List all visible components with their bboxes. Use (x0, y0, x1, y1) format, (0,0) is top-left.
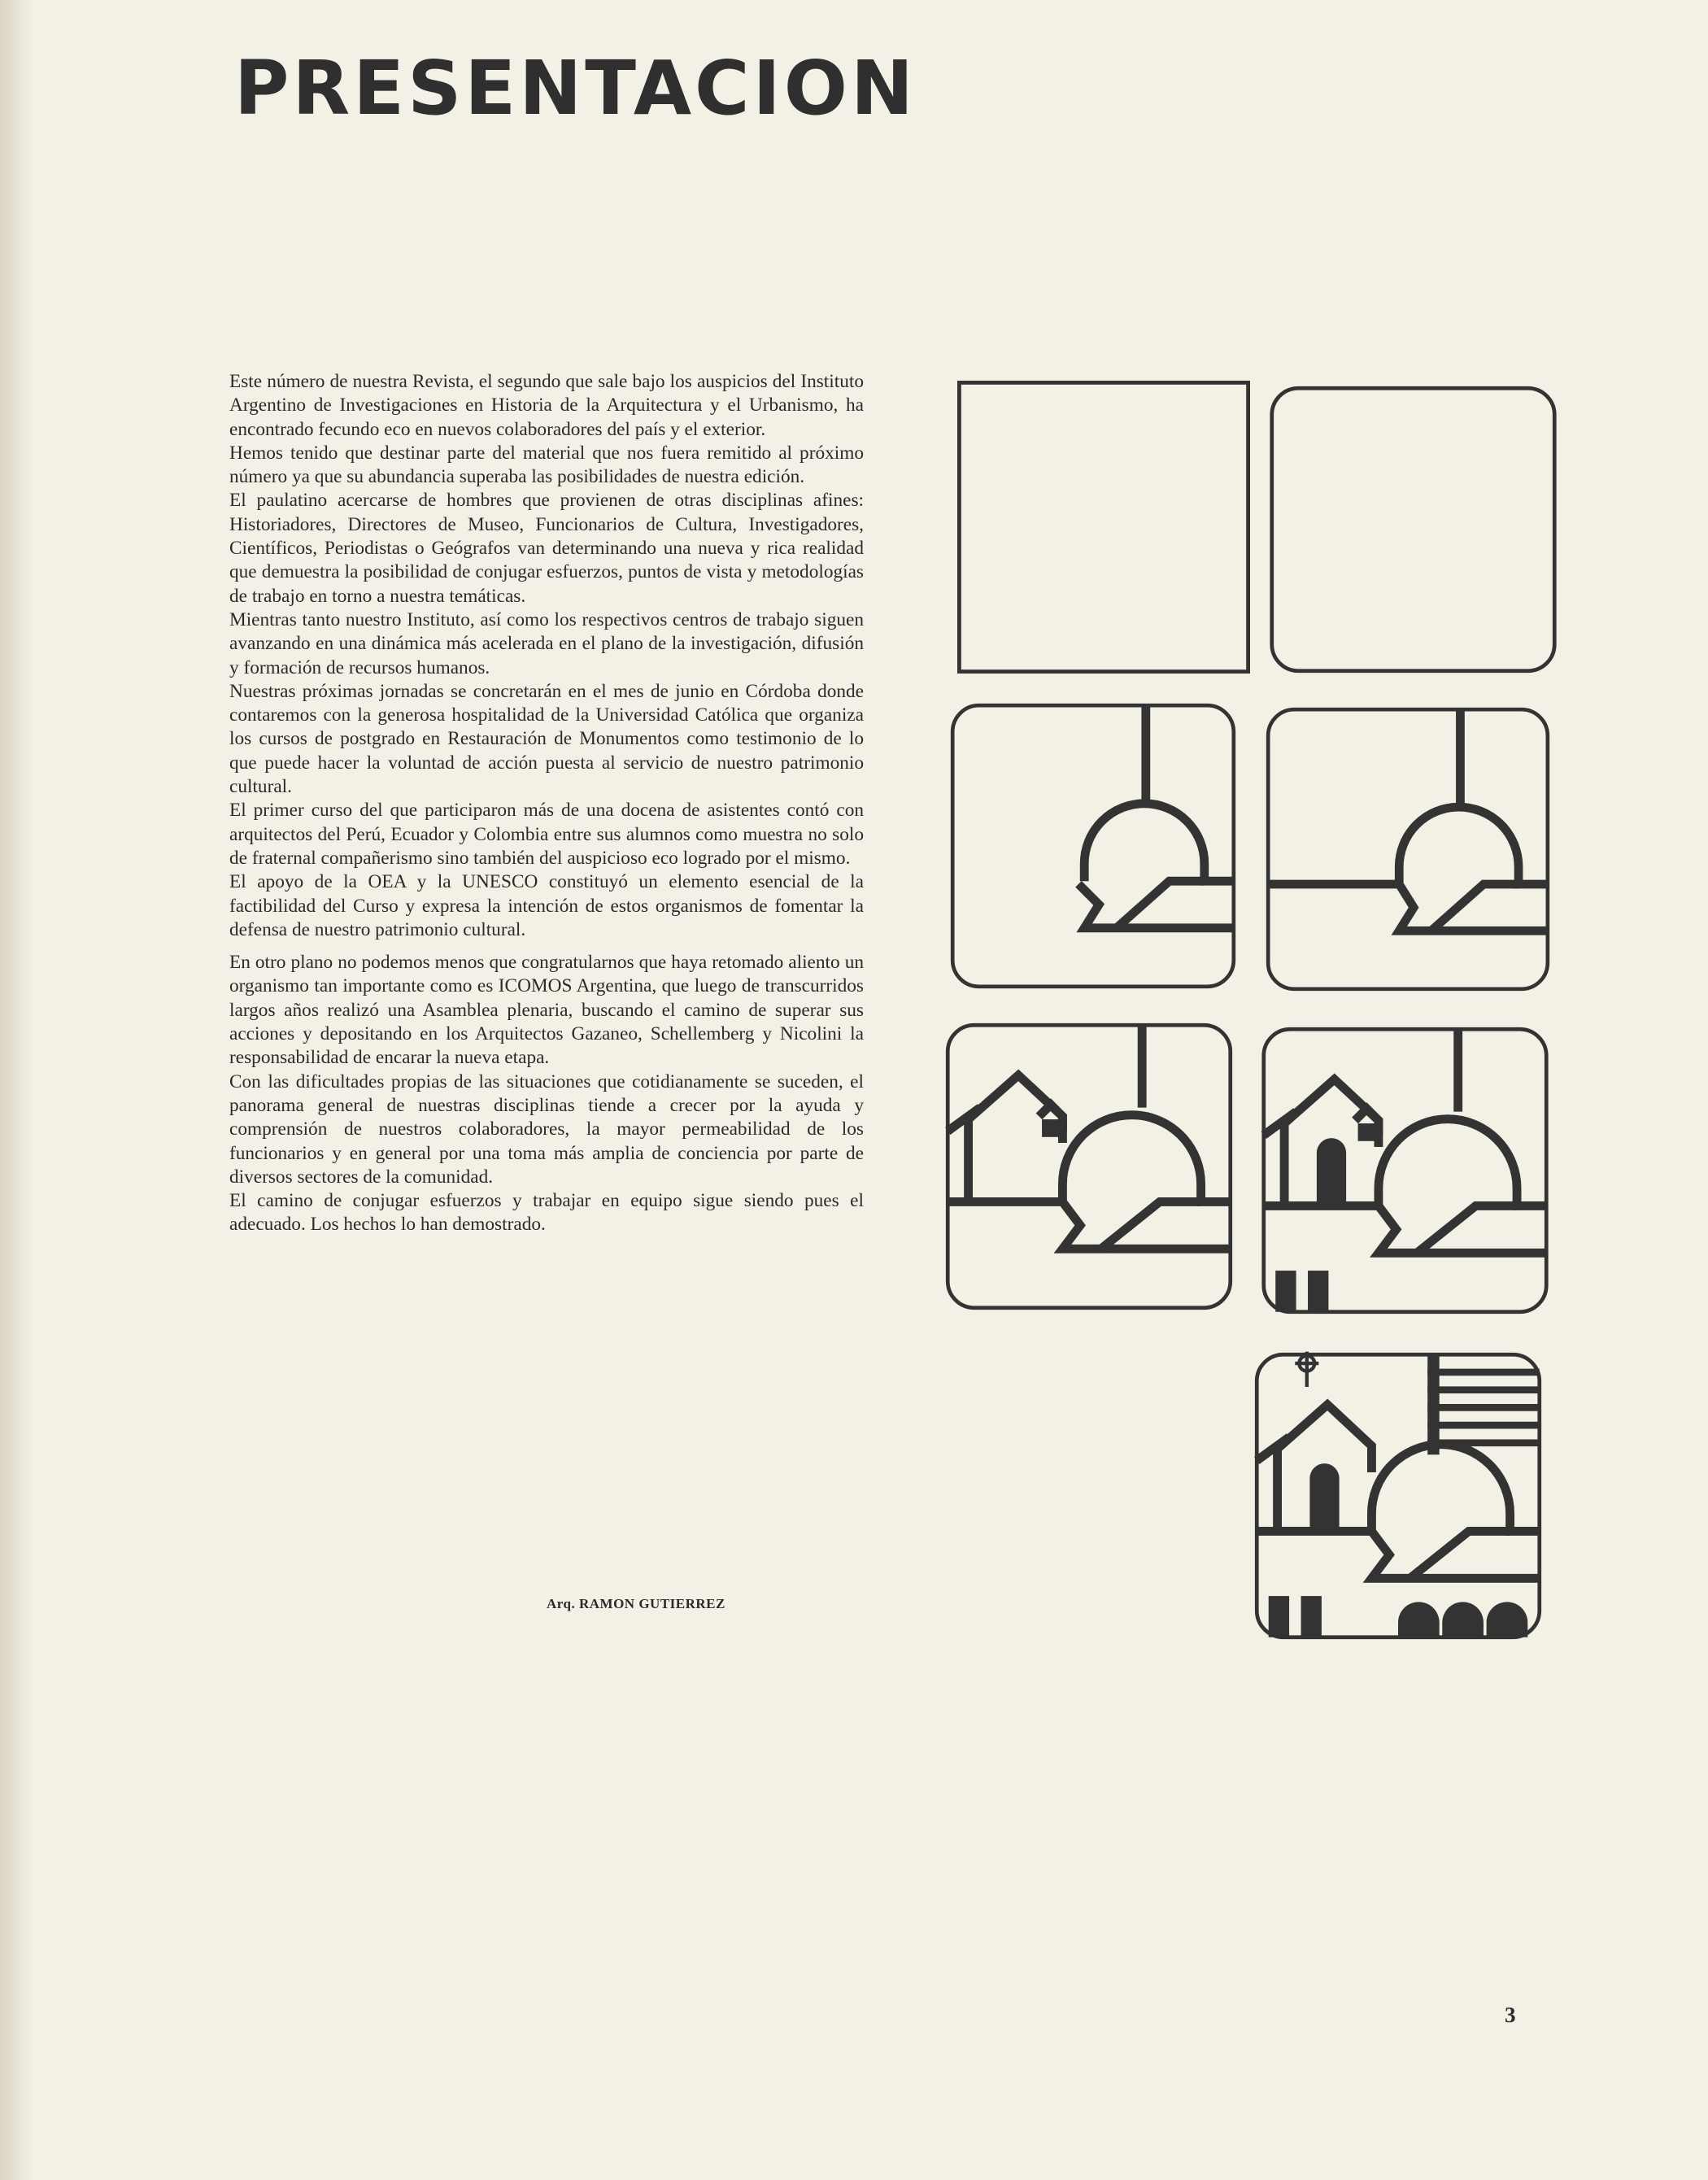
author-signature: Arq. RAMON GUTIERREZ (547, 1596, 725, 1611)
logo-step-2-rounded-square-icon (1265, 382, 1562, 677)
paragraph: El camino de conjugar esfuerzos y trabajar en equipo sigue siendo pues el adecuado. Los hechos lo han demostrado. (229, 1190, 864, 1236)
paragraph: El apoyo de la OEA y la UNESCO constituyó un elemento esencial de la factibilidad del Curso y expresa la intención de estos organismos de fomentar la defensa de nuestro patrimonio cultural. (229, 871, 864, 940)
paragraph: Con las dificultades propias de las situaciones que cotidianamente se suceden, el panorama general de nuestras disciplinas tiende a crecer por la ayuda y comprensión de nuestros colaboradores, la mayor permeabilidad de los funcionarios y en general por una toma más amplia de conciencia por parte de diversos sectores de la comunidad. (229, 1070, 864, 1188)
paragraph: Este número de nuestra Revista, el segundo que sale bajo los auspicios del Instituto Argentino de Investigaciones en Historia de la Arquitectura y el Urbanismo, ha encontrado fecundo eco en nuevos colaboradores del país y el exterior. (229, 371, 864, 440)
binding-edge (0, 0, 33, 2180)
logo-step-5-houses-icon (942, 1019, 1236, 1314)
paragraph: En otro plano no podemos menos que congratularnos que haya retomado aliento un organismo tan importante como es ICOMOS Argentina, que luego de transcurridos largos años realizó una Asamblea plenaria, buscando el camino de superar sus acciones y depositando en los Arquitectos Gazaneo, Schellemberg y Nicolini la responsabilidad de encarar la nueva etapa. (229, 952, 864, 1069)
paragraph: Mientras tanto nuestro Instituto, así como los respectivos centros de trabajo siguen avanzando en una dinámica más acelerada en el plano de la investigación, difusión y formación de recursos humanos. (229, 608, 864, 678)
page-title: PRESENTACION (234, 45, 917, 132)
logo-step-1-square-icon (949, 377, 1258, 678)
logo-step-6-houses-door-icon (1257, 1023, 1553, 1318)
article-body (229, 370, 864, 1237)
logo-step-4-dome-horizon-icon (1261, 704, 1555, 995)
logo-step-3-dome-icon (943, 700, 1243, 992)
page-number: 3 (1505, 2003, 1516, 2027)
paragraph: El primer curso del que participaron más de una docena de asistentes contó con arquitectos del Perú, Ecuador y Colombia entre sus alumnos como muestra no solo de fraternal compañerismo sino también del auspicioso eco logrado por el mismo. (229, 800, 864, 869)
paragraph: Hemos tenido que destinar parte del material que nos fuera remitido al próximo número ya que su abundancia superaba las posibilidades de nuestra edición. (229, 442, 864, 488)
paragraph: Nuestras próximas jornadas se concretarán en el mes de junio en Córdoba donde contaremos con la generosa hospitalidad de la Universidad Católica que organiza los cursos de postgrado en Restauración de Monumentos como testimonio de lo que puede hacer la voluntad de acción puesta al servicio de nuestro patrimonio cultural. (229, 680, 864, 798)
logo-step-7-complete-emblem-icon (1248, 1349, 1548, 1643)
paragraph: El paulatino acercarse de hombres que provienen de otras disciplinas afines: Historiadores, Directores de Museo, Funcionarios de Cultura, Investigadores, Científicos, Periodistas o Geógrafos van determinando una nueva y rica realidad que demuestra la posibilidad de conjugar esfuerzos, puntos de vista y metodologías de trabajo en torno a nuestra temáticas. (229, 490, 864, 607)
